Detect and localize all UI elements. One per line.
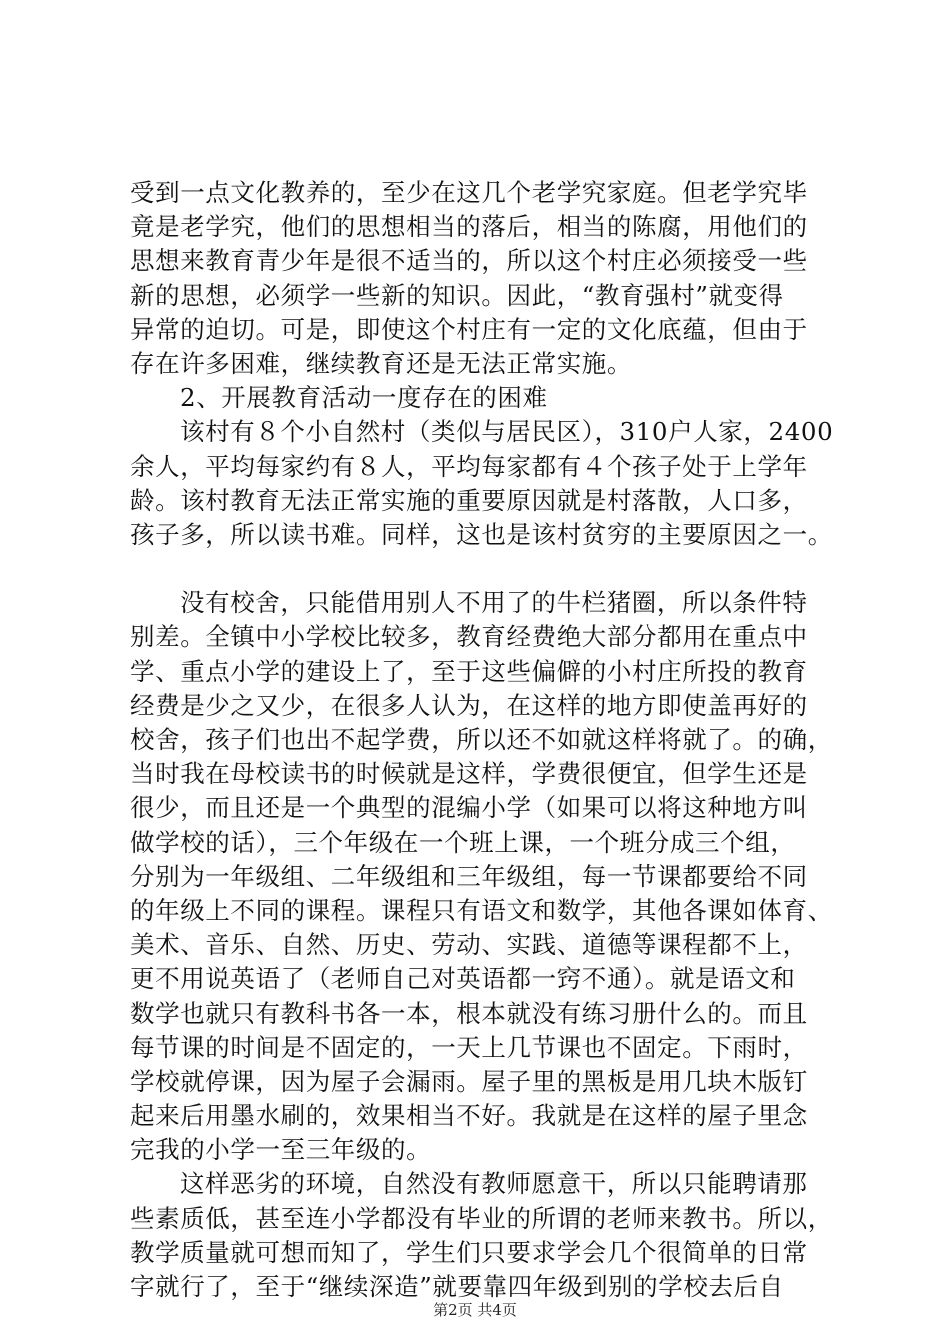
text-line: 这样恶劣的环境，自然没有教师愿意干，所以只能聘请那 bbox=[180, 1169, 808, 1199]
text-line: 每节课的时间是不固定的，一天上几节课也不固定。下雨时， bbox=[130, 1032, 808, 1062]
paragraph bbox=[130, 1167, 850, 1304]
text-line: 该村有８个小自然村（类似与居民区），310户人家，2400 bbox=[180, 417, 834, 447]
text-line: 字就行了，至于“继续深造”就要靠四年级到别的学校去后自 bbox=[130, 1272, 784, 1301]
text-line: 些素质低，甚至连小学都没有毕业的所谓的老师来教书。所以， bbox=[130, 1203, 833, 1233]
text-line: 存在许多困难，继续教育还是无法正常实施。 bbox=[130, 348, 632, 378]
text-line: 学校就停课，因为屋子会漏雨。屋子里的黑板是用几块木版钉 bbox=[130, 1066, 808, 1096]
text-line: 受到一点文化教养的，至少在这几个老学究家庭。但老学究毕 bbox=[130, 178, 808, 207]
text-line: 很少，而且还是一个典型的混编小学（如果可以将这种地方叫 bbox=[130, 793, 808, 823]
text-line: 没有校舍，只能借用别人不用了的牛栏猪圈，所以条件特 bbox=[180, 588, 808, 618]
text-line: 龄。该村教育无法正常实施的重要原因就是村落散，人口多， bbox=[130, 485, 808, 515]
text-line: 完我的小学一至三年级的。 bbox=[130, 1135, 432, 1165]
text-line: 异常的迫切。可是，即使这个村庄有一定的文化底蕴，但由于 bbox=[130, 314, 808, 344]
text-line: 美术、音乐、自然、历史、劳动、实践、道德等课程都不上， bbox=[130, 930, 808, 960]
text-line: 余人，平均每家约有８人，平均每家都有４个孩子处于上学年 bbox=[130, 451, 808, 481]
text-line: 思想来教育青少年是很不适当的，所以这个村庄必须接受一些 bbox=[130, 246, 808, 276]
paragraph-gap bbox=[130, 552, 850, 586]
text-line: 新的思想，必须学一些新的知识。因此，“教育强村”就变得 bbox=[130, 280, 784, 310]
document-body bbox=[130, 176, 850, 1304]
text-line: 做学校的话），三个年级在一个班上课，一个班分成三个组， bbox=[130, 827, 796, 857]
paragraph bbox=[130, 415, 850, 552]
paragraph bbox=[130, 586, 850, 1167]
text-line: 分别为一年级组、二年级组和三年级组，每一节课都要给不同 bbox=[130, 861, 808, 891]
text-line: 孩子多，所以读书难。同样，这也是该村贫穷的主要原因之一。 bbox=[130, 519, 833, 549]
paragraph bbox=[130, 176, 850, 381]
text-line: 当时我在母校读书的时候就是这样，学费很便宜，但学生还是 bbox=[130, 759, 808, 789]
text-line: 教学质量就可想而知了，学生们只要求学会几个很简单的日常 bbox=[130, 1237, 808, 1267]
text-line: 竟是老学究，他们的思想相当的落后，相当的陈腐，用他们的 bbox=[130, 212, 808, 242]
text-line: 数学也就只有教科书各一本，根本就没有练习册什么的。而且 bbox=[130, 998, 808, 1028]
text-line: 2、开展教育活动一度存在的困难 bbox=[180, 383, 548, 413]
page-footer: 第2页 共4页 bbox=[433, 1301, 517, 1319]
text-line: 起来后用墨水刷的，效果相当不好。我就是在这样的屋子里念 bbox=[130, 1101, 808, 1131]
text-line: 经费是少之又少，在很多人认为，在这样的地方即使盖再好的 bbox=[130, 690, 808, 720]
text-line: 校舍，孩子们也出不起学费，所以还不如就这样将就了。的确， bbox=[130, 725, 833, 754]
text-line: 更不用说英语了（老师自己对英语都一窍不通）。就是语文和 bbox=[130, 964, 796, 994]
text-line: 学、重点小学的建设上了，至于这些偏僻的小村庄所投的教育 bbox=[130, 656, 808, 686]
text-line: 的年级上不同的课程。课程只有语文和数学，其他各课如体育、 bbox=[130, 895, 833, 925]
text-line: 别差。全镇中小学校比较多，教育经费绝大部分都用在重点中 bbox=[130, 622, 808, 652]
paragraph bbox=[130, 381, 850, 415]
